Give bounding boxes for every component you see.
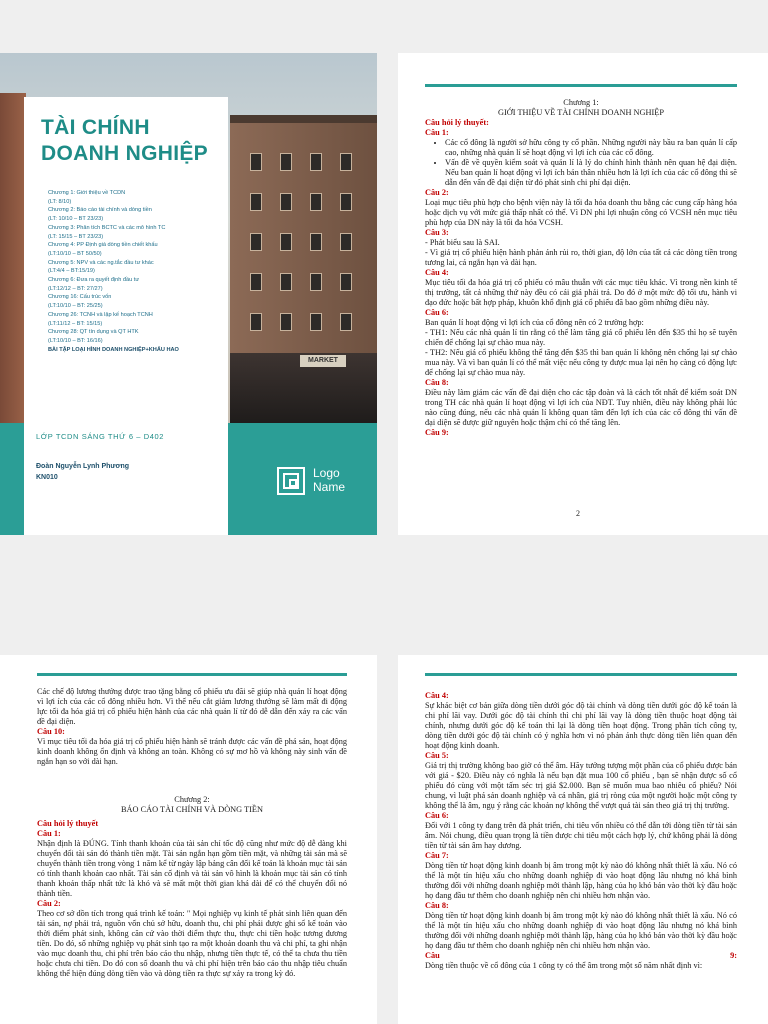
toc-item: (LT: 15/15 – BT 23/23): [48, 233, 104, 240]
question-label: Câu 6:: [425, 308, 449, 317]
paragraph: - TH2: Nếu giá cổ phiếu không thể tăng đến $35 thì ban quản lí không nên chống lại sự chào mua này. Và vì ban quản lí có thể mất việc nếu công ty được mua lại nên họ càng có động lực để chống lại sự chào mua này.: [425, 348, 737, 377]
top-rule: [425, 673, 737, 676]
paragraph: Theo cơ sở dồn tích trong quá trình kế toán: " Mọi nghiệp vụ kinh tế phát sinh liên quan đến tài sản, nợ phải trả, nguồn vốn chủ sở hữu, doanh thu, chi phí phải được ghi sổ kế toán vào thời điểm phát sinh, không căn cứ vào thời điểm thực thu, thực chi tiền hoặc tương đương tiền. Do đó, số những nghiệp vụ phát sinh tạo ra một khoản doanh thu và chi phí, ta ghi nhận vào mục doanh thu, chi phí trên báo cáo thu nhập, nhưng tiền thực tế, có thể ta chưa thu tiền hoặc chưa chi tiền. Do đó con số doanh thu và chi phí hiện trên báo cáo thu nhập tiêu chuẩn không thể hiện đúng dòng tiền vào và dòng tiền ra thực sự xảy ra trong kỳ đó.: [37, 909, 347, 978]
chapter-heading: Chương 1:: [563, 98, 599, 107]
author-name: Đoàn Nguyễn Lynh Phương: [36, 463, 130, 470]
cover-title-line2: DOANH NGHIỆP: [41, 142, 208, 165]
question-label: Câu 1:: [425, 128, 449, 137]
paragraph: Vì mục tiêu tối đa hóa giá trị cổ phiếu hiện hành sẽ tránh được các vấn đề phá sản, hoạt động kinh doanh không ổn định và không an toàn. Không có sự mơ hồ và không này sinh vấn đề ngắn hạn so với dài hạn.: [37, 737, 347, 766]
toc-item: (LT: 8/10): [48, 198, 72, 205]
question-label: Câu 5:: [425, 751, 449, 760]
list-item: • Các cổ đông là người sở hữu công ty cổ phần. Những người này bầu ra ban quản lí cấp cao, những nhà quản lí sẽ hoạt động vì lợi ích của các cổ đông.: [445, 138, 737, 158]
toc-item: Chương 5: NPV và các ng.tắc đầu tư khác: [48, 259, 154, 266]
toc-item: (LT: 10/10 – BT 23/23): [48, 216, 104, 223]
author-id: KN010: [36, 474, 58, 481]
question-label: Câu 7:: [425, 851, 449, 860]
section-heading: Câu hỏi lý thuyết: [37, 819, 99, 828]
cover-card: [24, 97, 228, 535]
question-label-end: 9:: [730, 951, 737, 960]
class-line: LỚP TCDN SÁNG THỨ 6 – D402: [36, 432, 165, 441]
toc-item: (LT:10/10 – BT: 25/25): [48, 303, 103, 310]
question-label: Câu 4:: [425, 268, 449, 277]
question-label: [425, 951, 737, 961]
question-label: Câu 10:: [37, 727, 65, 736]
paragraph: - TH1: Nếu các nhà quản lí tin rằng có thể làm tăng giá cổ phiếu lên đến $35 thì họ sẽ tuyên chiến để chống lại sự chào mua này.: [425, 328, 737, 347]
toc-item: (LT:4/4 – BT:15/19): [48, 268, 95, 275]
paragraph: Mục tiêu tối đa hóa giá trị cổ phiếu có mâu thuẫn với các mục tiêu khác. Vì trong nền kinh tế thị trường, tất cả những thứ này đều có cái giá phải trả. Do đó ở một mức độ tối ưu, hành vi đạo đức hoặc bất hợp pháp, khuôn khổ định giá cổ phiếu đã bao gồm những điều này.: [425, 278, 737, 307]
page-number: 2: [576, 509, 580, 518]
question-label-start: Câu: [425, 951, 440, 960]
section-heading: Câu hỏi lý thuyết:: [425, 118, 489, 127]
toc-item: Chương 4: PP Định giá dòng tiền chiết khấu: [48, 242, 158, 249]
toc-item-exercises: BÀI TẬP LOẠI HÌNH DOANH NGHIỆP+KHẤU HAO: [48, 346, 179, 353]
paragraph: - Phát biểu sau là SAI.: [425, 238, 500, 247]
toc-item: (LT:10/10 – BT: 16/16): [48, 337, 103, 344]
author-block: [36, 461, 129, 483]
page-4: [398, 655, 768, 1024]
question-label: Câu 3:: [425, 228, 449, 237]
toc-item: (LT:11/12 – BT: 15/15): [48, 320, 103, 327]
toc-item: Chương 26: TCNH và lập kế hoạch TCNH: [48, 311, 153, 318]
toc-item: Chương 28: QT tín dụng và QT HTK: [48, 329, 139, 336]
question-label: Câu 2:: [425, 188, 449, 197]
paragraph: Sự khác biệt cơ bản giữa dòng tiền dưới góc độ tài chính và dòng tiền dưới góc độ kế toán là chi phí lãi vay. Dưới góc độ tài chính thì chi phí lãi vay là dòng tiền thuộc hoạt động tài chính, nhưng dưới góc độ kế toán thì lại là dòng tiền hoạt động. Trong phân tích công ty, dòng tiền dưới góc độ tài chính có ý nghĩa hơn vì nó phản ánh thực dòng tiền liên quan đến hoạt động kinh doanh.: [425, 701, 737, 750]
cover-title-line1: TÀI CHÍNH: [41, 116, 150, 139]
question-label: Câu 4:: [425, 691, 449, 700]
question-label: Câu 6:: [425, 811, 449, 820]
cover-page: [0, 53, 377, 535]
question-label: Câu 9:: [425, 428, 449, 437]
toc-item: Chương 16: Cấu trúc vốn: [48, 294, 112, 301]
logo-name: [313, 466, 345, 494]
question-label: Câu 2:: [37, 899, 61, 908]
paragraph: Đối với 1 công ty đang trên đà phát triển, chi tiêu vốn nhiều có thể dẫn tới dòng tiền từ tài sản âm. Nói chung, điều quan trọng là tiền được chi tiêu một cách hợp lý, chứ không phải là dòng tiền từ tài sản âm hay dương.: [425, 821, 737, 850]
paragraph: Giá trị thị trường không bao giờ có thể âm. Hãy tưởng tượng một phần của cổ phiếu được bán với giá - $20. Điều này có nghĩa là nếu bạn đặt mua 100 cổ phiếu , bạn sẽ nhận được số cổ phiếu đó cùng với một tấm séc trị giá $2.000. Bạn sẽ muốn mua bao nhiêu cổ phiếu? Nói chung, vì luật phá sản doanh nghiệp và cá nhân, giá trị ròng của một người hoặc một công ty không thể là âm, ngụ ý rằng các khoản nợ không thể vượt quá tài sản theo giá trị thị trường.: [425, 761, 737, 810]
logo-line2: Name: [313, 480, 346, 494]
question-label: Câu 1:: [37, 829, 61, 838]
toc-item: (LT:10/10 – BT 50/50): [48, 250, 102, 257]
top-rule: [37, 673, 347, 676]
table-of-contents: [48, 189, 223, 354]
chapter-title: BÁO CÁO TÀI CHÍNH VÀ DÒNG TIỀN: [121, 805, 263, 814]
page-3: [0, 655, 377, 1024]
cover-photo-sign: MARKET: [300, 355, 346, 367]
paragraph: Ban quản lí hoạt động vì lợi ích của cổ đông nên có 2 trường hợp:: [425, 318, 644, 327]
cover-photo-building-left: [0, 93, 26, 423]
toc-item: Chương 2: Báo cáo tài chính và dòng tiền: [48, 207, 152, 214]
logo-line1: Logo: [313, 466, 340, 480]
question-label: Câu 8:: [425, 901, 449, 910]
bullet-list: [425, 138, 737, 188]
paragraph: - Vì giá trị cổ phiếu hiện hành phản ánh rủi ro, thời gian, độ lớn của tất cả các dòng tiền trong tương lai, cả ngắn hạn và dài hạn.: [425, 248, 737, 267]
paragraph: Điều này làm giảm các vấn đề đại diện cho các tập đoàn và là cách tốt nhất để kiểm soát DN trong TH các nhà quản lí hoạt động vì lợi ích của NĐT. Tuy nhiên, điều này không phải lúc nào cũng đúng, nếu các nhà quản lí không quan tâm đến lợi ích của các cổ đông thì vấn đề đại diện sẽ được giữ nguyên hoặc thậm chí có thể tăng lên.: [425, 388, 737, 427]
toc-item: Chương 1: Giới thiệu về TCDN: [48, 190, 126, 196]
paragraph: Các chế độ lương thưởng được trao tặng bằng cổ phiếu ưu đãi sẽ giúp nhà quản lí hoạt động vì lợi ích của các cổ đông nhiều hơn. Vì thế nếu cắt giảm lương thưởng sẽ làm mất đi động lực tối đa hóa giá trị cổ phiếu hiện hành của các nhà quản lí từ đó dễ dẫn đến xảy ra các vấn đề đại diện.: [37, 687, 347, 726]
chapter-heading: Chương 2:: [174, 795, 210, 804]
toc-item: Chương 3: Phân tích BCTC và các mô hình TC: [48, 224, 166, 231]
chapter-title: GIỚI THIỆU VỀ TÀI CHÍNH DOANH NGHIỆP: [498, 108, 664, 117]
list-item: • Vấn đề về quyền kiểm soát và quản lí là lý do chính hình thành nên quan hệ đại diện. Nếu ban quản lí hoạt động vì lợi ích bản thân nhiều hơn là lợi ích của các cổ đông thì sẽ dẫn đến vấn đề đại diện từ đó phát sinh chi phí đại diện.: [445, 158, 737, 188]
question-label: Câu 8:: [425, 378, 449, 387]
paragraph: Dòng tiền từ hoạt động kinh doanh bị âm trong một kỳ nào đó không nhất thiết là xấu. Nó có thể là một tín hiệu xấu cho những doanh nghiệp đi vào hoạt động lâu nhưng nó khá bình thường đối với những doanh nghiệp mới thành lập, hàng của họ khó bán vào thời kỳ đầu hoặc họ đang đầu tư thêm cho doanh nghiệp nên chi nhiều hơn nhận vào.: [425, 911, 737, 950]
toc-item: Chương 6: Đưa ra quyết định đầu tư: [48, 277, 140, 284]
toc-item: (LT:12/12 – BT: 27/27): [48, 285, 103, 292]
page-2: [398, 53, 768, 535]
top-rule: [425, 84, 737, 87]
paragraph: Loại mục tiêu phù hợp cho bệnh viện này là tối đa hóa doanh thu bằng các cung cấp hàng hóa hoặc dịch vụ với mức giá thấp nhất có thể. Vì DN phi lợi nhuận công có VCSH nên mục tiêu phù hợp của DN này là tối đa hóa VCSH.: [425, 198, 737, 227]
logo-icon: [277, 467, 305, 495]
paragraph: Dòng tiền từ hoạt động kinh doanh bị âm trong một kỳ nào đó không nhất thiết là xấu. Nó có thể là một tín hiệu xấu cho những doanh nghiệp đi vào hoạt động lâu nhưng nó khá bình thường đối với những doanh nghiệp mới thành lập, hàng của họ khó bán vào thời kỳ đầu hoặc họ đang đầu tư thêm cho doanh nghiệp nên chi nhiều hơn nhận vào.: [425, 861, 737, 900]
cover-title: [41, 115, 208, 167]
paragraph: Nhận định là ĐÚNG. Tính thanh khoản của tài sản chỉ tốc độ cũng như mức độ dễ dàng khi chuyển đổi tài sản đó thành tiền mặt. Tài sản ngắn hạn gồm tiền mặt, và những tài sản mà sẽ chuyển thành tiền trong vòng 1 năm kể từ ngày lập bảng cân đối kế toán là khoản mục tài sản có tính thanh khoản cao nhất. Tài sản cố định và tài sản vô hình là khoản mục tài sản có tính thanh khoản thấp nhất tức là khó và sẽ mất một thời gian khá dài để có thể chuyển đổi nó thành tiền.: [37, 839, 348, 898]
paragraph: Dòng tiền thuộc về cổ đông của 1 công ty có thể âm trong một số năm nhất định vì:: [425, 961, 703, 970]
